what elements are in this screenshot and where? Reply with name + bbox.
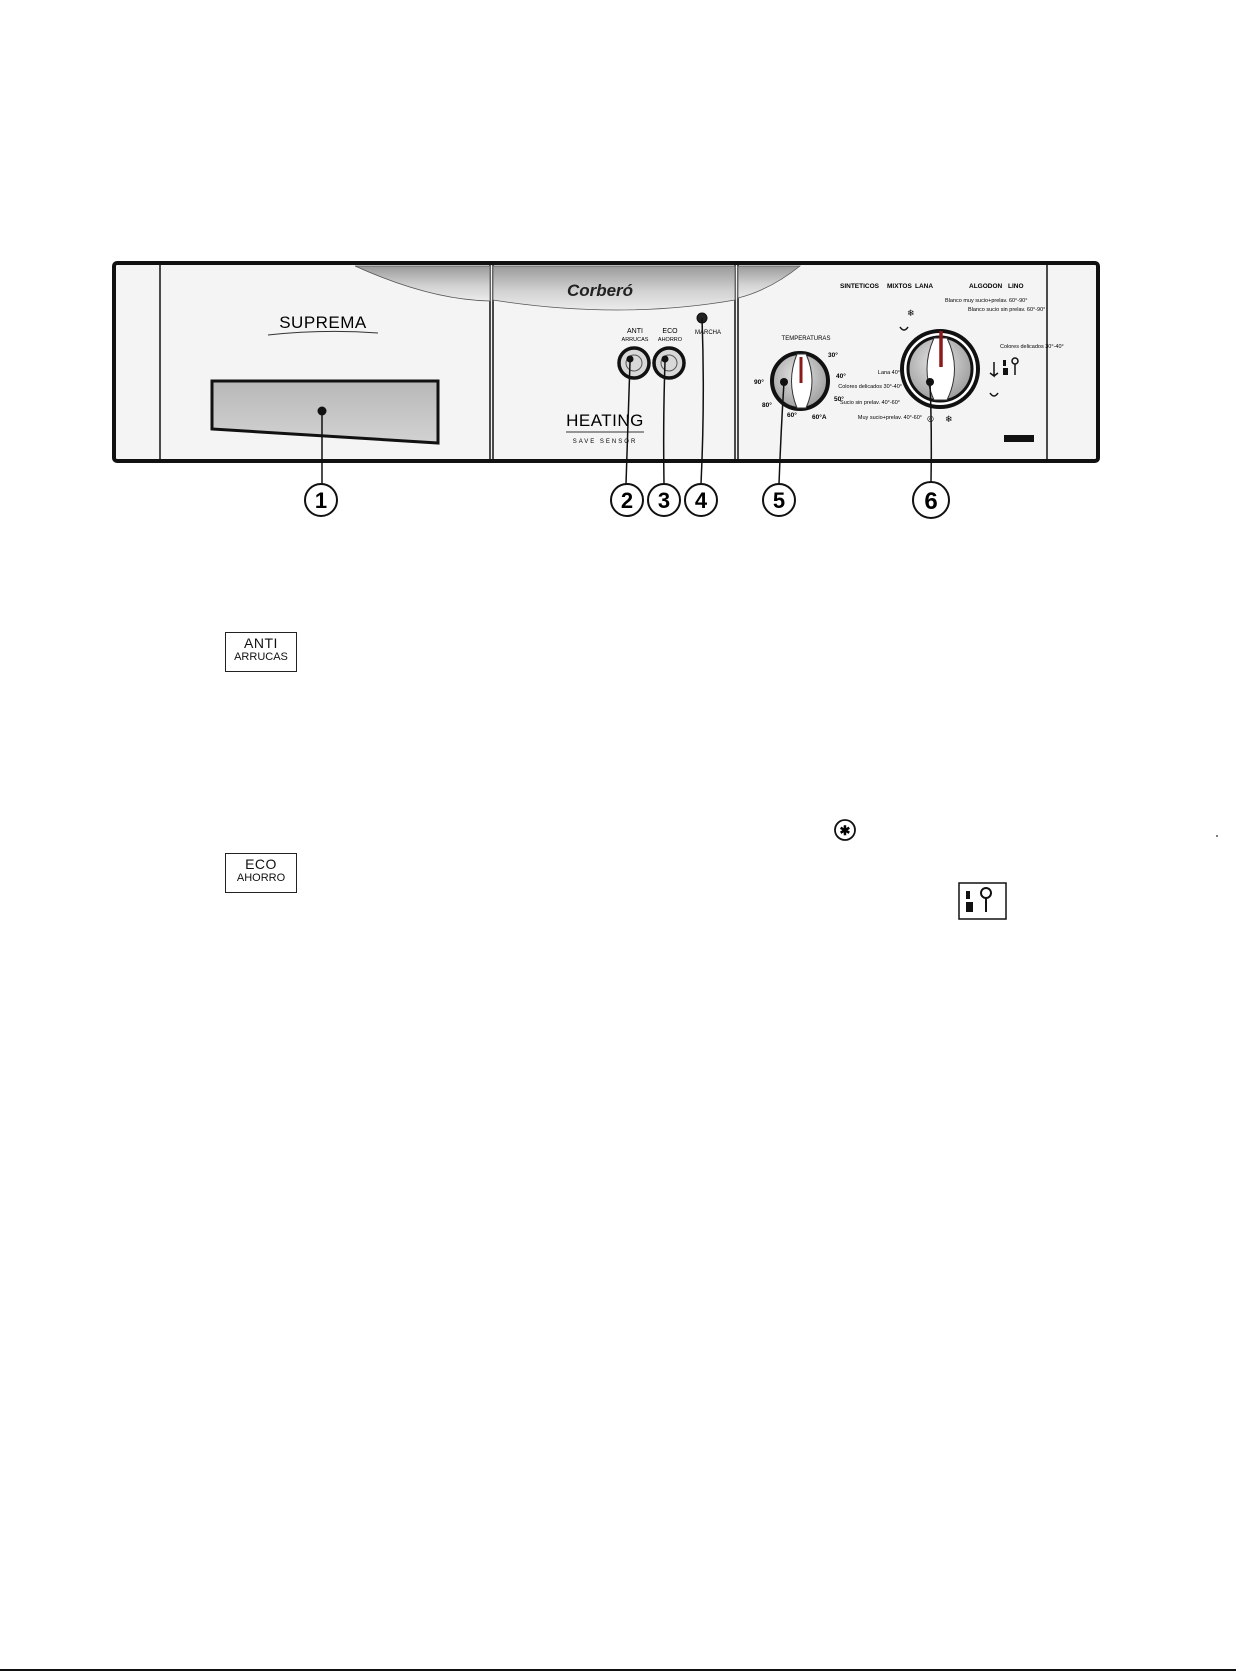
program-label: Sucio sin prelav. 40°-60°	[840, 400, 900, 406]
legend-line-1: ECO	[245, 856, 277, 872]
eco-button-label-2: AHORRO	[657, 337, 683, 343]
legend-snowflake	[835, 820, 855, 840]
temp-mark-90: 90°	[754, 379, 764, 386]
anti-button-dot	[627, 356, 634, 363]
category-lino: LINO	[1008, 283, 1024, 290]
legend-line-2: ARRUCAS	[234, 651, 288, 663]
temp-mark-50: 50°	[834, 396, 844, 403]
eco-ahorro-legend-icon	[225, 853, 297, 893]
spin-icon: ◎	[927, 414, 934, 423]
page-bottom-rule	[0, 1669, 1236, 1671]
brand-logo: Corberó	[566, 281, 634, 300]
anti-button-label-2: ARRUCAS	[621, 337, 649, 343]
temp-mark-40: 40°	[836, 373, 846, 380]
category-sinteticos: SINTETICOS	[840, 283, 880, 290]
drawer-pointer-dot	[318, 407, 327, 416]
marcha-label: MARCHA	[694, 330, 722, 336]
callout-number: 3	[657, 488, 671, 513]
eco-button-label-1: ECO	[662, 328, 678, 335]
eco-ahorro-button[interactable]	[654, 348, 684, 378]
legend-line-1: ANTI	[244, 635, 278, 651]
legend-line-2: AHORRO	[236, 872, 286, 884]
start-stop-icon	[966, 902, 973, 912]
program-label: Colores delicados 30°-40°	[838, 384, 902, 390]
temp-mark-30: 30°	[828, 352, 838, 359]
category-mixtos: MIXTOS	[887, 283, 912, 290]
heating-tagline: SAVE SENSOR	[572, 439, 638, 445]
anti-arrugas-button[interactable]	[619, 348, 649, 378]
temp-mark-60: 60°	[787, 412, 797, 419]
snowflake-glyph: ✱	[839, 823, 851, 838]
panel-badge	[1004, 435, 1034, 442]
program-label: Colores delicados 30°-40°	[1000, 344, 1064, 350]
program-label: Muy sucio+prelav. 40°-60°	[857, 415, 922, 421]
speck	[1216, 835, 1218, 837]
program-label: Blanco sucio sin prelav. 60°-90°	[968, 307, 1046, 313]
start-stop-icon	[1003, 368, 1008, 375]
heating-logo: HEATING	[566, 411, 644, 430]
callout-number: 5	[772, 488, 786, 513]
start-stop-icon	[966, 891, 970, 899]
callout-number: 4	[694, 488, 708, 513]
eco-button-dot	[662, 356, 669, 363]
callout-number: 2	[620, 488, 634, 513]
snowflake-icon: ❄	[907, 308, 915, 318]
callout-number: 6	[924, 488, 938, 515]
temp-mark-80: 80°	[762, 402, 772, 409]
anti-arrugas-legend-icon	[225, 632, 297, 672]
callout-number: 1	[314, 488, 328, 513]
legend-start-stop	[959, 883, 1006, 919]
anti-button-label-1: ANTI	[627, 328, 643, 335]
category-lana: LANA	[915, 283, 934, 290]
callouts	[305, 482, 949, 518]
program-label: Blanco muy sucio+prelav. 60°-90°	[945, 298, 1028, 304]
model-name: SUPREMA	[279, 313, 367, 332]
snowflake-icon: ❄	[945, 414, 953, 424]
temperature-dial-title: TEMPERATURAS	[781, 336, 831, 342]
start-stop-icon	[1003, 360, 1006, 366]
category-algodon: ALGODON	[969, 283, 1003, 290]
program-label: Lana 40°	[877, 370, 900, 376]
temp-mark-60a: 60°A	[812, 414, 827, 421]
